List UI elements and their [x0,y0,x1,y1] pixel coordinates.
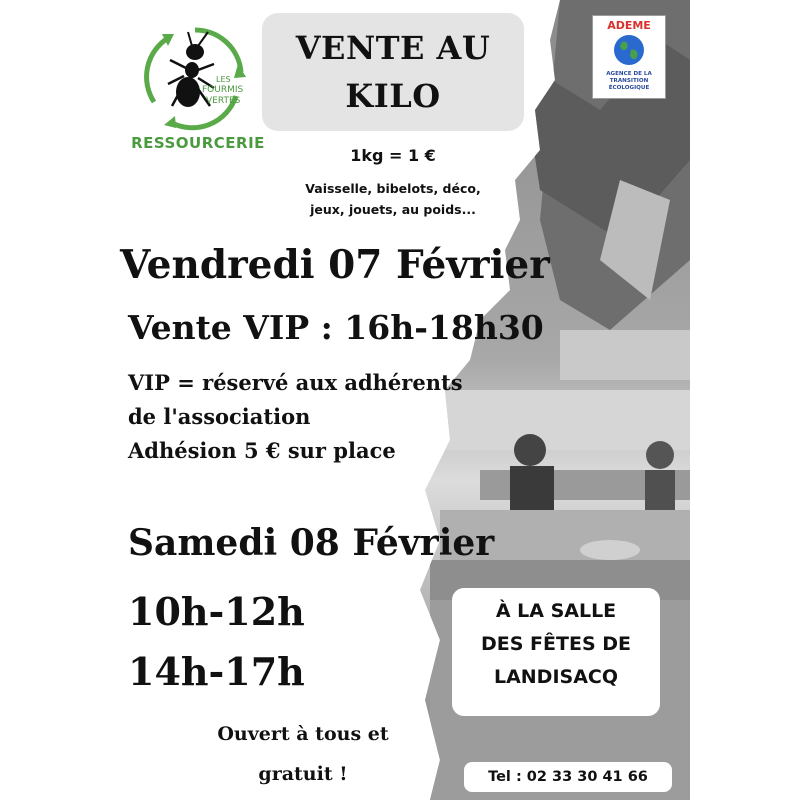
saturday-hours-morning: 10h-12h [128,589,305,634]
saturday-hours-afternoon: 14h-17h [128,649,305,694]
saturday-date: Samedi 08 Février [128,522,495,564]
ressourcerie-label: RESSOURCERIE [131,134,265,152]
vip-note [128,366,463,468]
ademe-subtitle-line-3: ÉCOLOGIQUE [608,85,650,91]
vip-note-line-3: Adhésion 5 € sur place [128,438,396,463]
venue-line-1: À LA SALLE [495,600,617,622]
logo-text-top: LES [216,75,231,84]
venue-line-3: LANDISACQ [493,666,619,688]
title-line-2: KILO [345,77,441,115]
phone-number: Tel : 02 33 30 41 66 [464,762,672,792]
title-line-1: VENTE AU [295,29,491,67]
ademe-logo [592,15,666,99]
item-list [255,178,531,220]
item-list-line-2: jeux, jouets, au poids... [310,202,476,217]
open-note-line-2: gratuit ! [258,763,348,785]
vip-note-line-2: de l'association [128,404,311,429]
venue-box [452,588,660,716]
vip-sale-time: Vente VIP : 16h-18h30 [128,308,544,347]
ademe-subtitle-line-1: AGENCE DE LA [606,71,652,77]
ademe-subtitle-line-2: TRANSITION [609,78,649,84]
vip-note-line-1: VIP = réservé aux adhérents [128,370,463,395]
fourmis-vertes-logo [140,22,250,132]
open-note-line-1: Ouvert à tous et [217,723,389,745]
ademe-name: ADEME [607,19,651,32]
price-per-kilo: 1kg = 1 € [350,146,436,165]
ademe-subtitle [595,71,663,92]
logo-text-brand-2: VERTES [206,96,241,106]
friday-date: Vendredi 07 Février [120,242,550,288]
saturday-hours [128,582,305,702]
logo-text-brand-1: FOURMIS [202,85,244,95]
venue-line-2: DES FÊTES DE [481,633,631,655]
globe-icon [613,34,645,66]
open-to-all-note [188,714,418,794]
title-box [262,13,524,131]
item-list-line-1: Vaisselle, bibelots, déco, [305,181,481,196]
